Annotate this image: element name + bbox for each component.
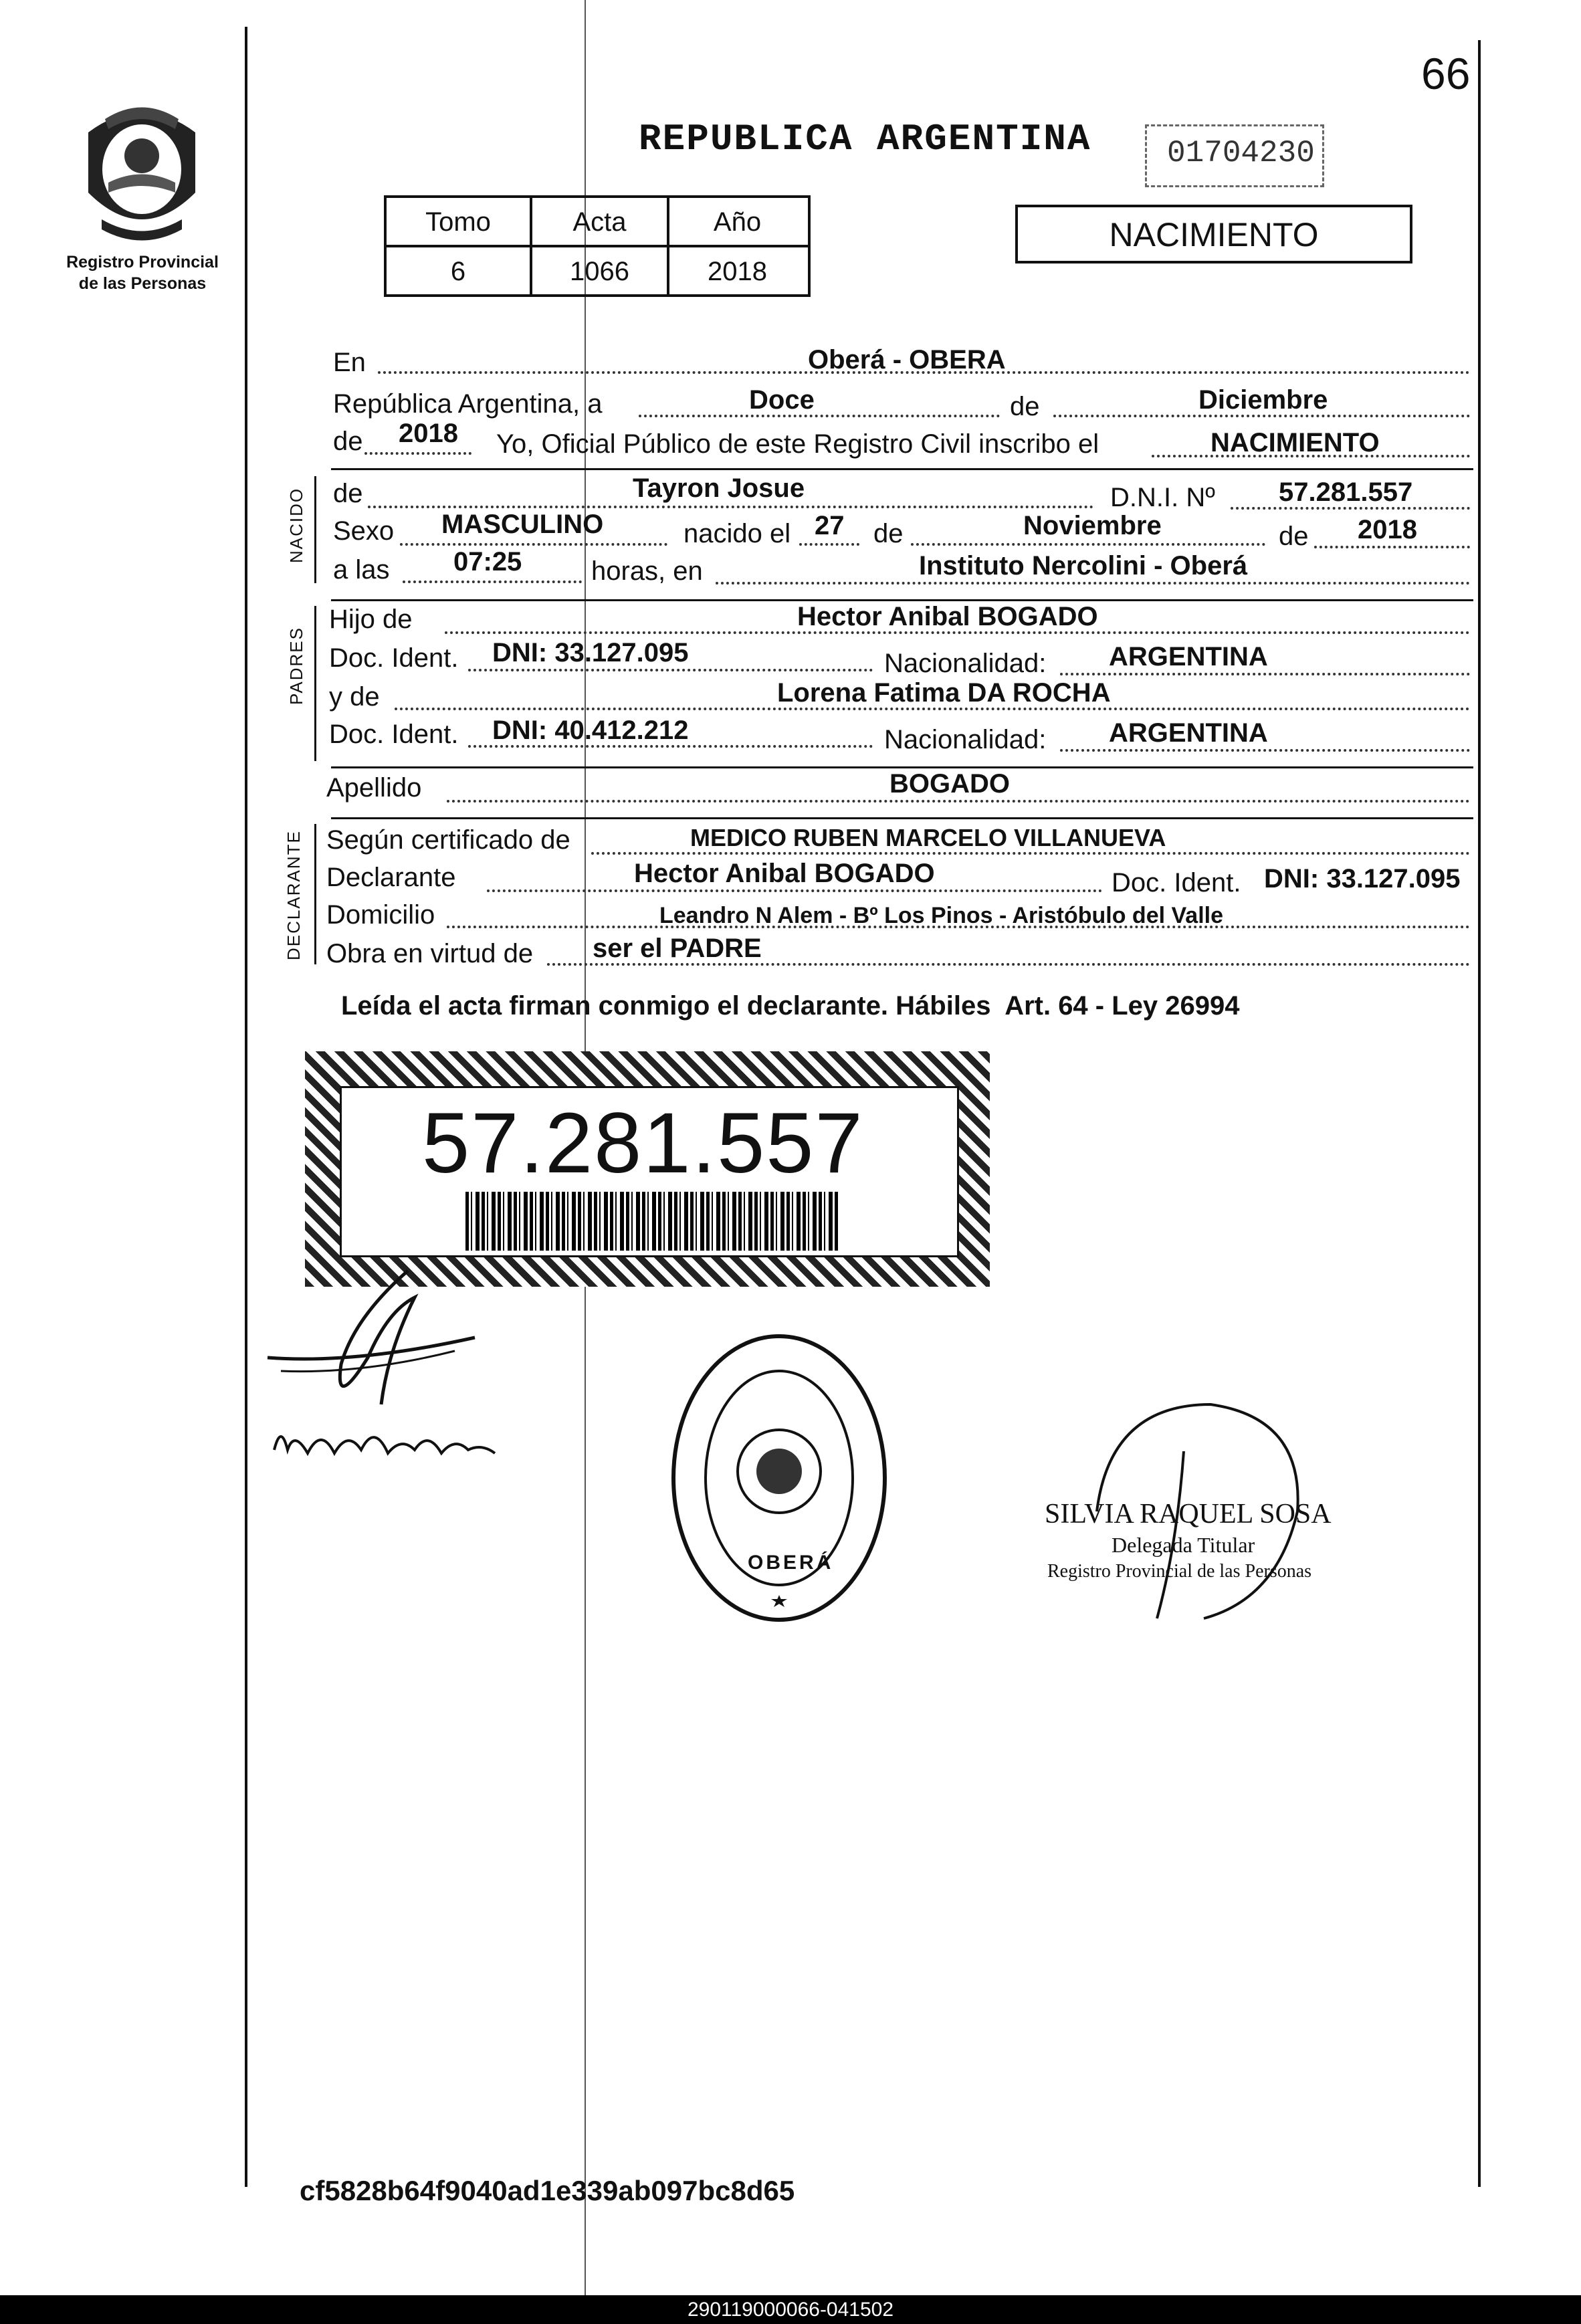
obra-value: ser el PADRE xyxy=(593,934,762,963)
page-number: 66 xyxy=(1421,49,1471,98)
hijo-de-label: Hijo de xyxy=(329,605,413,634)
alas-label: a las xyxy=(333,555,390,585)
sexo-label: Sexo xyxy=(333,516,395,546)
declarante-nombre: Hector Anibal BOGADO xyxy=(634,859,935,888)
nacido-el-label: nacido el xyxy=(683,519,791,548)
footer-bar xyxy=(0,2295,1581,2324)
y-de-label: y de xyxy=(329,682,380,712)
official-name: SILVIA RAQUEL SOSA xyxy=(1045,1499,1332,1529)
declarante-doc-label: Doc. Ident. xyxy=(1112,868,1241,897)
domicilio-label: Domicilio xyxy=(326,900,435,930)
nacido-de-label: de xyxy=(333,479,363,508)
republica-label: República Argentina, a xyxy=(333,389,603,419)
id-number-sticker xyxy=(305,1051,990,1287)
yo-text: Yo, Oficial Público de este Registro Civil inscribo el xyxy=(496,429,1099,459)
province-seal-logo xyxy=(75,92,209,246)
closing-text: Leída el acta firman conmigo el declarante. Hábiles Art. 64 - Ley 26994 xyxy=(341,991,1240,1021)
official-title: Delegada Titular xyxy=(1112,1533,1255,1557)
logo-caption-line2: de las Personas xyxy=(78,274,207,293)
certificado-value: MEDICO RUBEN MARCELO VILLANUEVA xyxy=(690,824,1166,851)
padres-side-label: PADRES xyxy=(286,627,306,705)
serial-number: 01704230 xyxy=(1167,136,1315,171)
de2-label: de xyxy=(333,427,363,456)
declarant-handwritten-name xyxy=(268,1416,508,1477)
nacido-de3-label: de xyxy=(1279,522,1309,551)
lugar-value: Instituto Nercolini - Oberá xyxy=(919,551,1248,580)
declarante-doc: DNI: 33.127.095 xyxy=(1264,864,1461,893)
acto-value: NACIMIENTO xyxy=(1210,428,1380,457)
declarante-label: Declarante xyxy=(326,863,456,892)
serial-number-box xyxy=(1145,124,1324,187)
right-margin-line xyxy=(1478,40,1481,2187)
en-label: En xyxy=(333,348,366,377)
footer-code: 290119000066-041502 xyxy=(687,2299,894,2321)
madre-doc-label: Doc. Ident. xyxy=(329,720,459,749)
table-header-acta: Acta xyxy=(572,207,627,237)
sticker-barcode xyxy=(465,1192,840,1251)
table-header-anio: Año xyxy=(713,207,762,237)
left-margin-line xyxy=(245,27,247,2187)
domicilio-value: Leandro N Alem - Bº Los Pinos - Aristóbulo del Valle xyxy=(659,903,1224,928)
apellido-value: BOGADO xyxy=(889,769,1010,799)
padre-doc-label: Doc. Ident. xyxy=(329,643,459,673)
official-stamp xyxy=(669,1331,889,1625)
nacido-nombre: Tayron Josue xyxy=(633,473,805,503)
sexo-value: MASCULINO xyxy=(441,510,604,539)
horas-en-label: horas, en xyxy=(591,556,703,586)
madre-doc: DNI: 40.412.212 xyxy=(492,716,689,745)
mes-value: Diciembre xyxy=(1198,385,1328,415)
padre-nac: ARGENTINA xyxy=(1109,642,1268,671)
hora-value: 07:25 xyxy=(453,547,522,576)
logo-caption-line1: Registro Provincial xyxy=(66,253,219,272)
de-label: de xyxy=(1010,392,1040,421)
madre-nombre: Lorena Fatima DA ROCHA xyxy=(777,678,1111,708)
stamp-city: OBERÁ xyxy=(748,1552,834,1574)
official-office: Registro Provincial de las Personas xyxy=(1047,1561,1312,1582)
document-hash: cf5828b64f9040ad1e339ab097bc8d65 xyxy=(300,2175,795,2206)
nacido-side-label: NACIDO xyxy=(286,487,306,563)
declarante-side-label: DECLARANTE xyxy=(284,830,304,960)
record-type-box xyxy=(1015,205,1412,263)
dni-label: D.N.I. Nº xyxy=(1110,483,1215,512)
nacido-anio: 2018 xyxy=(1358,515,1417,544)
dia-value: Doce xyxy=(749,385,815,415)
nacido-de2-label: de xyxy=(873,519,904,548)
nacido-mes: Noviembre xyxy=(1023,511,1162,540)
padre-nombre: Hector Anibal BOGADO xyxy=(797,602,1098,631)
en-value: Oberá - OBERA xyxy=(808,345,1006,375)
madre-nac: ARGENTINA xyxy=(1109,718,1268,748)
table-value-anio: 2018 xyxy=(708,257,767,286)
padre-doc: DNI: 33.127.095 xyxy=(492,638,689,667)
dni-value: 57.281.557 xyxy=(1279,478,1413,507)
sticker-number: 57.281.557 xyxy=(422,1095,864,1191)
madre-nac-label: Nacionalidad: xyxy=(884,725,1047,754)
table-value-tomo: 6 xyxy=(450,257,466,286)
obra-label: Obra en virtud de xyxy=(326,939,534,968)
table-header-tomo: Tomo xyxy=(425,207,491,237)
apellido-label: Apellido xyxy=(326,773,422,803)
segun-label: Según certificado de xyxy=(326,825,570,855)
padre-nac-label: Nacionalidad: xyxy=(884,649,1047,678)
record-type-label: NACIMIENTO xyxy=(1109,216,1319,253)
table-value-acta: 1066 xyxy=(570,257,629,286)
page-title: REPUBLICA ARGENTINA xyxy=(639,118,1091,161)
anio-value: 2018 xyxy=(399,419,458,448)
nacido-dia: 27 xyxy=(815,511,845,540)
